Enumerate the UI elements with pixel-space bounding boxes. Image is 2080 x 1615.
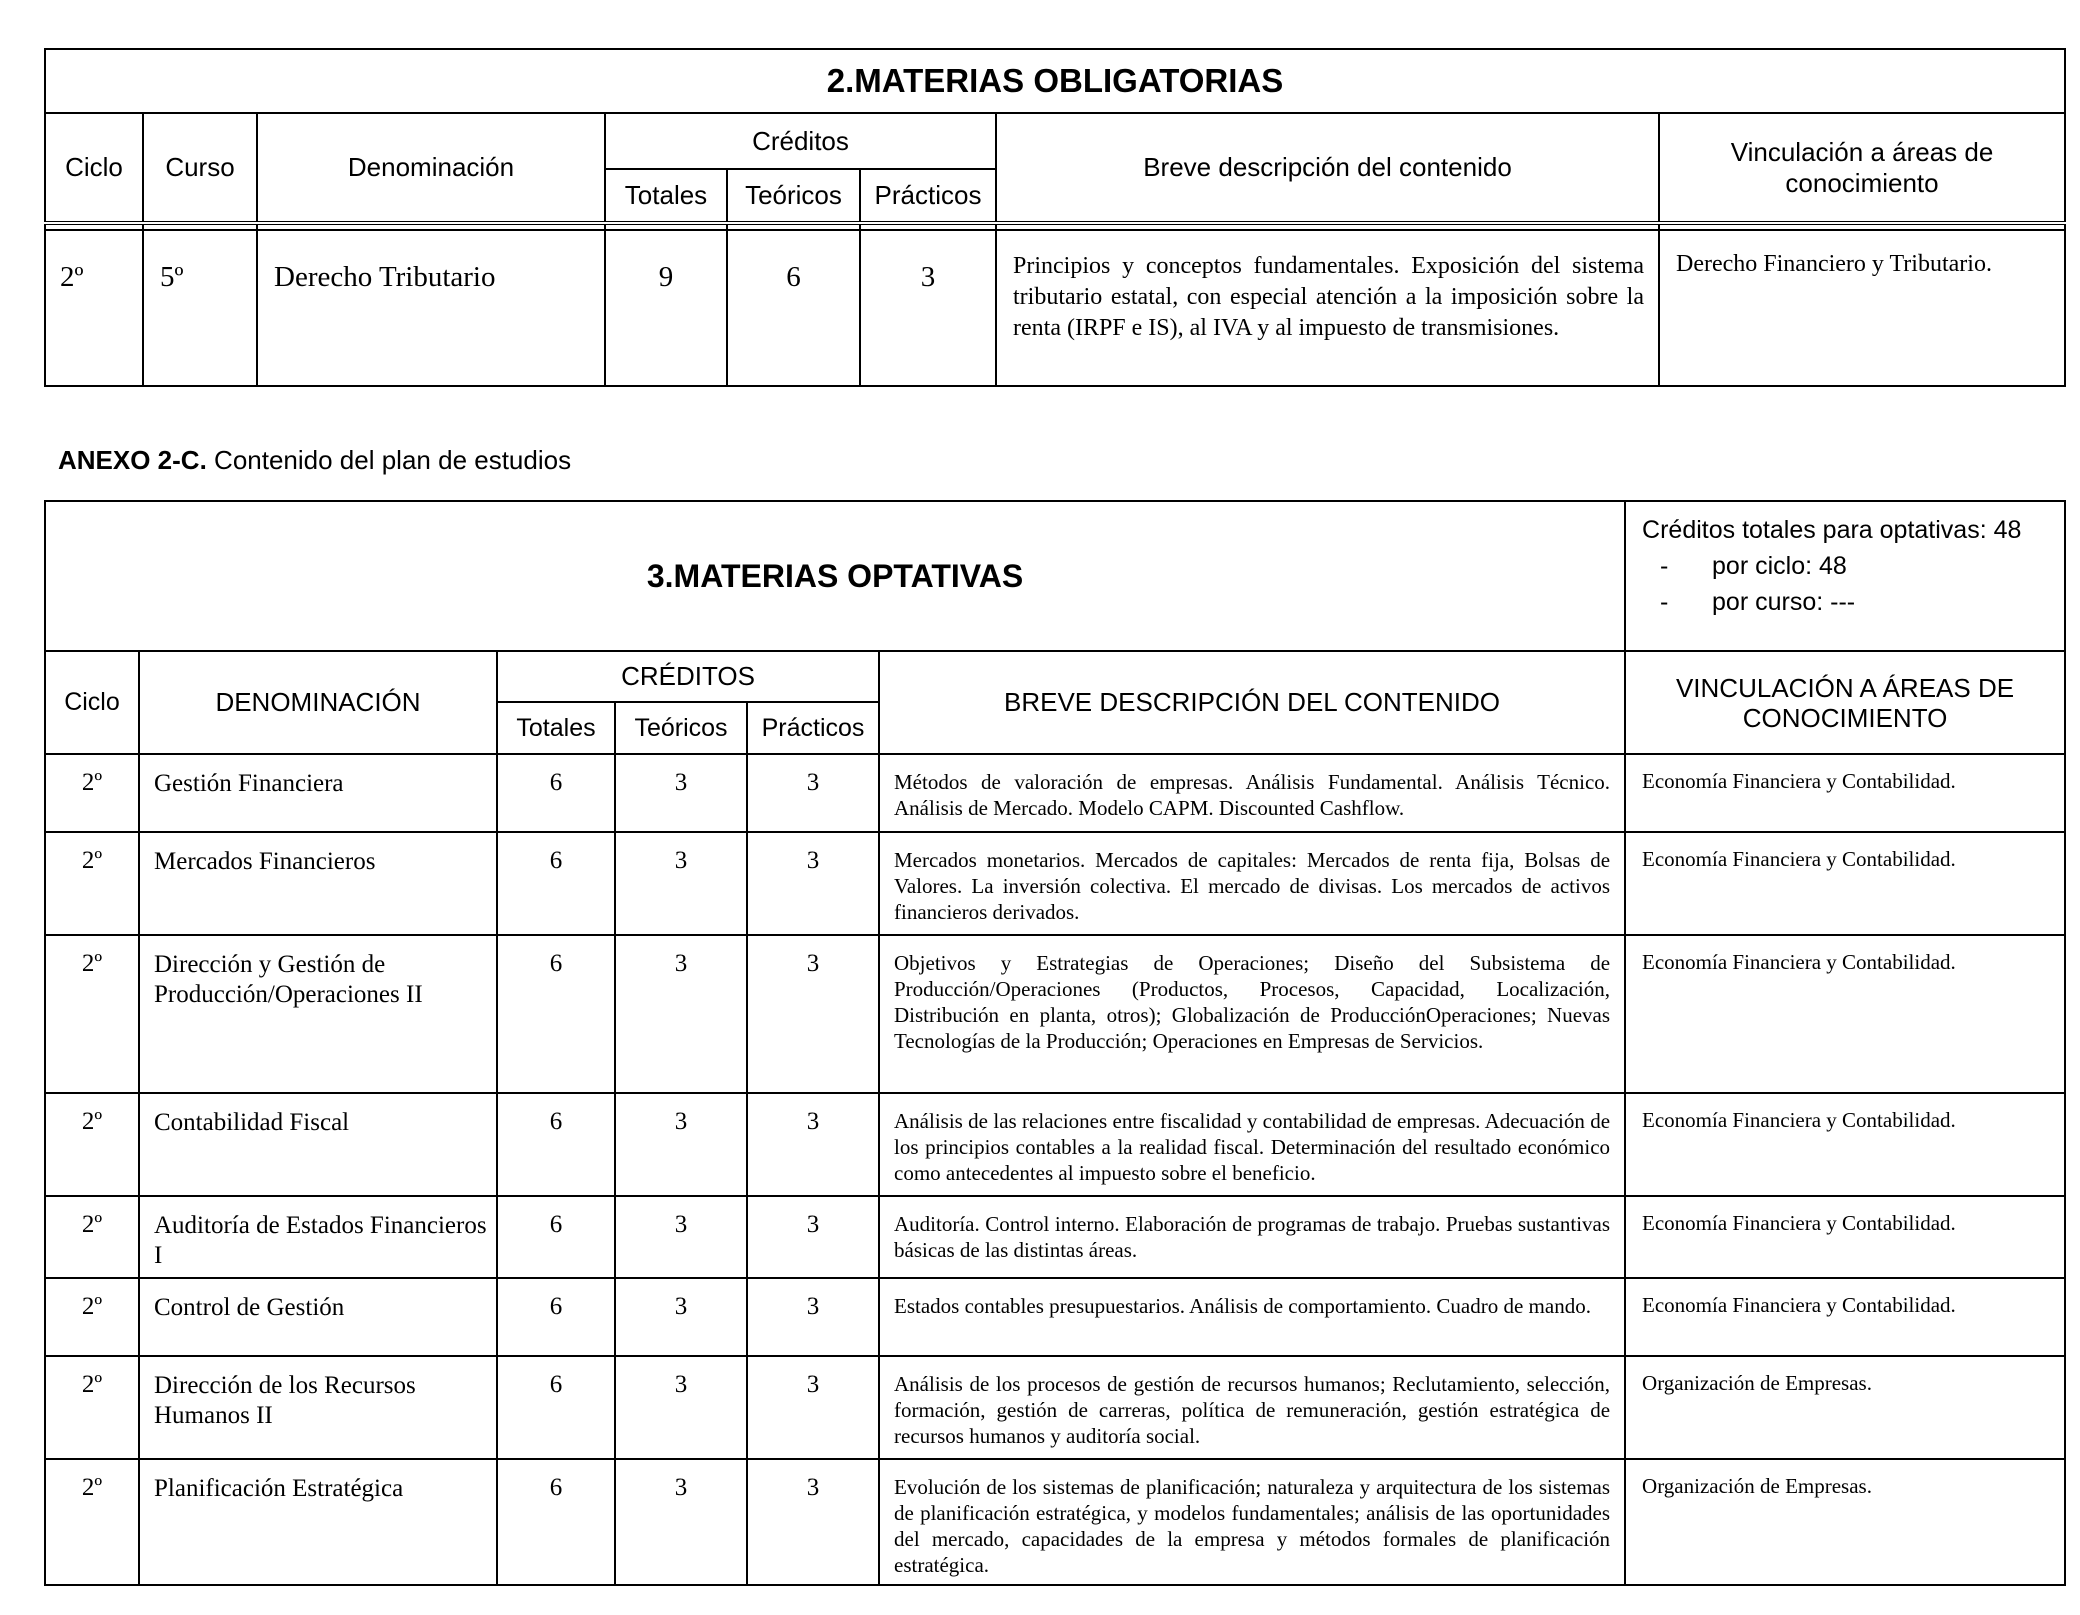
- header-practicos: Prácticos: [860, 169, 996, 223]
- cell-teoricos: 3: [615, 935, 747, 1093]
- cell-ciclo: 2º: [45, 1356, 139, 1459]
- optativas-title: 3.MATERIAS OPTATIVAS: [45, 501, 1625, 651]
- header-denominacion: Denominación: [257, 113, 605, 223]
- cell-vinculacion: Economía Financiera y Contabilidad.: [1625, 754, 2065, 832]
- cell-vinculacion: Economía Financiera y Contabilidad.: [1625, 1278, 2065, 1356]
- cell-practicos: 3: [747, 1459, 879, 1585]
- cell-descripcion: Objetivos y Estrategias de Operaciones; Diseño del Subsistema de Producción/Operaciones (Productos, Procesos, Capacidad, Localización, Distribución en planta, otros); Globalización de ProducciónOperaciones; Nuevas Tecnologías de la Producción; Operaciones en Empresas de Servicios.: [879, 935, 1625, 1093]
- header-practicos: Prácticos: [747, 702, 879, 754]
- cell-teoricos: 3: [615, 1196, 747, 1278]
- cell-vinculacion: Economía Financiera y Contabilidad.: [1625, 935, 2065, 1093]
- cell-teoricos: 3: [615, 1278, 747, 1356]
- cell-descripcion: Evolución de los sistemas de planificación; naturaleza y arquitectura de los sistemas de planificación estratégica, y modelos fundamentales; análisis de las oportunidades del mercado, capacidades de la empresa y métodos formales de planificación estratégica.: [879, 1459, 1625, 1585]
- cell-totales: 6: [497, 754, 615, 832]
- cell-ciclo: 2º: [45, 1459, 139, 1585]
- cell-totales: 6: [497, 1093, 615, 1196]
- cell-descripcion: Mercados monetarios. Mercados de capitales: Mercados de renta fija, Bolsas de Valores. La inversión colectiva. El mercado de divisas. Los mercados de activos financieros derivados.: [879, 832, 1625, 935]
- table-row: [45, 935, 2065, 1093]
- cell-totales: 9: [605, 230, 727, 386]
- cell-descripcion: Métodos de valoración de empresas. Análisis Fundamental. Análisis Técnico. Análisis de Mercado. Modelo CAPM. Discounted Cashflow.: [879, 754, 1625, 832]
- cell-totales: 6: [497, 1278, 615, 1356]
- annex-text: Contenido del plan de estudios: [214, 445, 572, 475]
- cell-vinculacion: Organización de Empresas.: [1625, 1356, 2065, 1459]
- cell-denominacion: Contabilidad Fiscal: [139, 1093, 497, 1196]
- cell-teoricos: 3: [615, 1093, 747, 1196]
- cell-descripcion: Análisis de las relaciones entre fiscalidad y contabilidad de empresas. Adecuación de los principios contables a la realidad fiscal. Determinación del resultado económico como antecedentes al impuesto sobre el beneficio.: [879, 1093, 1625, 1196]
- table-row: [45, 1278, 2065, 1356]
- cell-descripcion: Auditoría. Control interno. Elaboración de programas de trabajo. Pruebas sustantivas básicas de las distintas áreas.: [879, 1196, 1625, 1278]
- header-descripcion: Breve descripción del contenido: [996, 113, 1659, 223]
- cell-descripcion: Principios y conceptos fundamentales. Exposición del sistema tributario estatal, con especial atención a la imposición sobre la renta (IRPF e IS), al IVA y al impuesto de transmisiones.: [996, 230, 1659, 386]
- cell-ciclo: 2º: [45, 1278, 139, 1356]
- header-ciclo: Ciclo: [45, 113, 143, 223]
- cell-vinculacion: Organización de Empresas.: [1625, 1459, 2065, 1585]
- cell-denominacion: Gestión Financiera: [139, 754, 497, 832]
- cell-curso: 5º: [143, 230, 257, 386]
- cell-practicos: 3: [747, 935, 879, 1093]
- cell-vinculacion: Economía Financiera y Contabilidad.: [1625, 1196, 2065, 1278]
- cell-vinculacion: Derecho Financiero y Tributario.: [1659, 230, 2065, 386]
- cell-teoricos: 3: [615, 754, 747, 832]
- cell-ciclo: 2º: [45, 230, 143, 386]
- table-row: [45, 1196, 2065, 1278]
- header-totales: Totales: [605, 169, 727, 223]
- cell-denominacion: Control de Gestión: [139, 1278, 497, 1356]
- cell-practicos: 3: [860, 230, 996, 386]
- cell-practicos: 3: [747, 1356, 879, 1459]
- header-curso: Curso: [143, 113, 257, 223]
- cell-ciclo: 2º: [45, 1093, 139, 1196]
- cell-denominacion: Mercados Financieros: [139, 832, 497, 935]
- cell-totales: 6: [497, 1459, 615, 1585]
- header-creditos: Créditos: [605, 113, 996, 169]
- creditos-totales: Créditos totales para optativas: 48: [1642, 516, 2022, 544]
- cell-teoricos: 6: [727, 230, 860, 386]
- obligatorias-table: [44, 48, 2066, 387]
- cell-denominacion: Dirección de los Recursos Humanos II: [139, 1356, 497, 1459]
- header-vinculacion: VINCULACIÓN A ÁREAS DE CONOCIMIENTO: [1625, 651, 2065, 754]
- header-descripcion: BREVE DESCRIPCIÓN DEL CONTENIDO: [879, 651, 1625, 754]
- header-teoricos: Teóricos: [727, 169, 860, 223]
- por-ciclo: - por ciclo: 48: [1642, 548, 2064, 584]
- cell-totales: 6: [497, 832, 615, 935]
- obligatorias-title: 2.MATERIAS OBLIGATORIAS: [45, 49, 2065, 113]
- cell-denominacion: Dirección y Gestión de Producción/Operaciones II: [139, 935, 497, 1093]
- por-curso: - por curso: ---: [1642, 584, 2064, 620]
- cell-totales: 6: [497, 935, 615, 1093]
- cell-totales: 6: [497, 1196, 615, 1278]
- cell-teoricos: 3: [615, 1459, 747, 1585]
- cell-vinculacion: Economía Financiera y Contabilidad.: [1625, 1093, 2065, 1196]
- cell-practicos: 3: [747, 1093, 879, 1196]
- cell-descripcion: Estados contables presupuestarios. Análisis de comportamiento. Cuadro de mando.: [879, 1278, 1625, 1356]
- cell-practicos: 3: [747, 1278, 879, 1356]
- header-creditos: CRÉDITOS: [497, 651, 879, 702]
- header-ciclo: Ciclo: [45, 651, 139, 754]
- cell-practicos: 3: [747, 1196, 879, 1278]
- cell-ciclo: 2º: [45, 832, 139, 935]
- cell-descripcion: Análisis de los procesos de gestión de recursos humanos; Reclutamiento, selección, formación, gestión de carreras, política de remuneración, gestión estratégica de recursos humanos y auditoría social.: [879, 1356, 1625, 1459]
- header-totales: Totales: [497, 702, 615, 754]
- cell-teoricos: 3: [615, 832, 747, 935]
- table-row: [45, 1459, 2065, 1585]
- table-row: [45, 1356, 2065, 1459]
- creditos-totales-box: [1625, 501, 2065, 651]
- table-row: [45, 832, 2065, 935]
- cell-denominacion: Planificación Estratégica: [139, 1459, 497, 1585]
- table-row: [45, 230, 2065, 386]
- cell-totales: 6: [497, 1356, 615, 1459]
- table-row: [45, 1093, 2065, 1196]
- cell-denominacion: Auditoría de Estados Financieros I: [139, 1196, 497, 1278]
- annex-heading: [58, 445, 571, 476]
- header-teoricos: Teóricos: [615, 702, 747, 754]
- table-row: [45, 754, 2065, 832]
- cell-ciclo: 2º: [45, 1196, 139, 1278]
- cell-vinculacion: Economía Financiera y Contabilidad.: [1625, 832, 2065, 935]
- cell-ciclo: 2º: [45, 754, 139, 832]
- annex-label: ANEXO 2-C.: [58, 445, 207, 475]
- cell-denominacion: Derecho Tributario: [257, 230, 605, 386]
- cell-practicos: 3: [747, 832, 879, 935]
- header-denominacion: DENOMINACIÓN: [139, 651, 497, 754]
- header-vinculacion: Vinculación a áreas de conocimiento: [1659, 113, 2065, 223]
- cell-ciclo: 2º: [45, 935, 139, 1093]
- optativas-table: [44, 500, 2066, 1586]
- cell-practicos: 3: [747, 754, 879, 832]
- cell-teoricos: 3: [615, 1356, 747, 1459]
